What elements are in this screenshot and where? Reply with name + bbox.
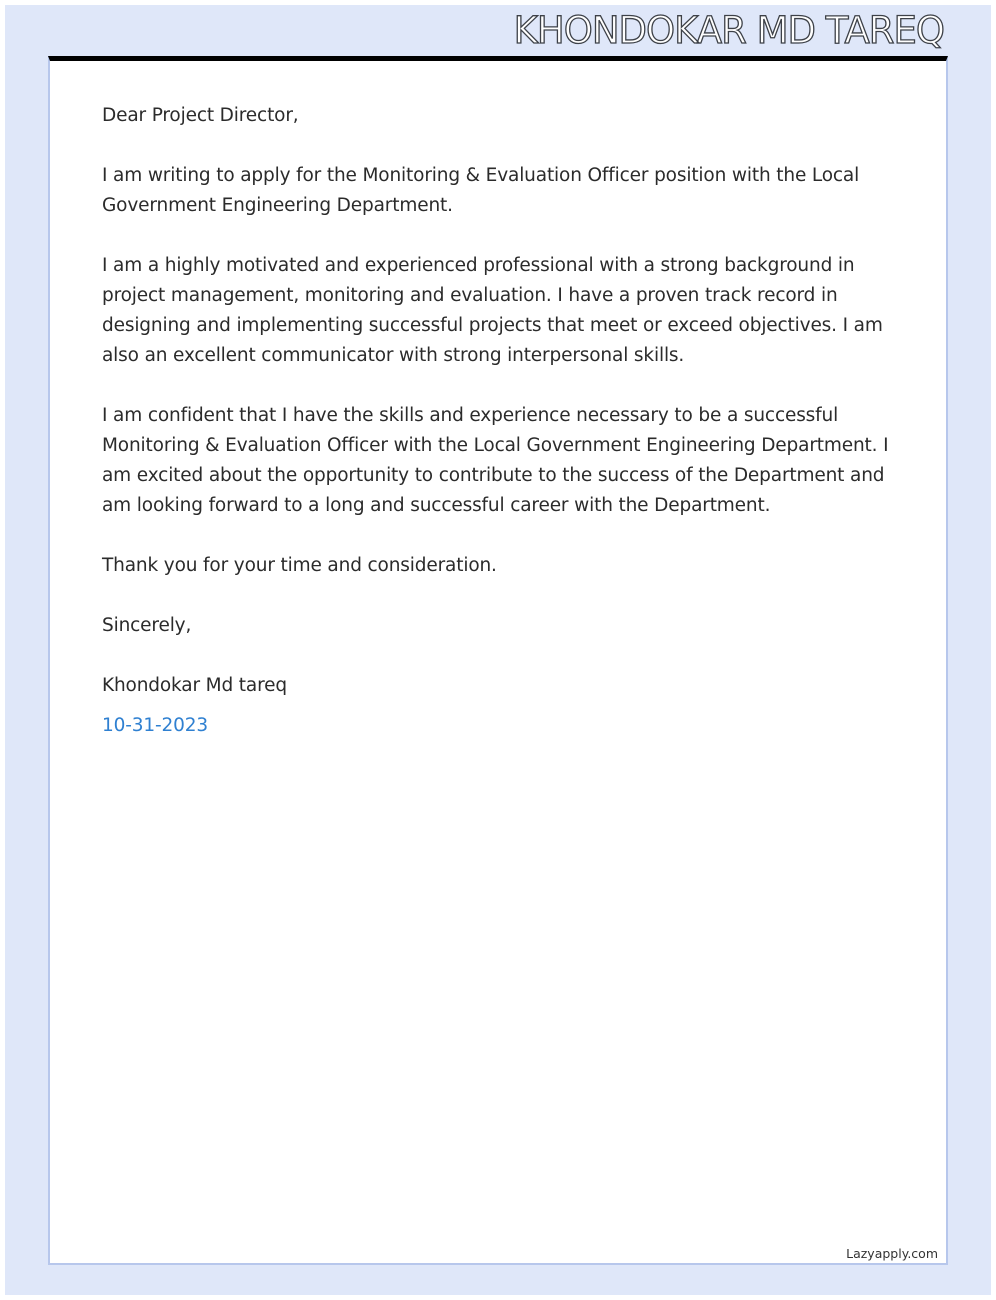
paragraph-background: I am a highly motivated and experienced professional with a strong background in project management, monitoring and evaluation. I have a proven track record in designing and implementing successful projects that meet or exceed objectives. I am also an excellent communicator with strong interpersonal skills. (102, 255, 883, 366)
letter-page (48, 56, 948, 1265)
closing: Sincerely, (102, 615, 192, 636)
paragraph-intro: I am writing to apply for the Monitoring & Evaluation Officer position with the Local Government Engineering Department. (102, 165, 860, 216)
header-name: KHONDOKAR MD TAREQ (513, 9, 944, 52)
greeting: Dear Project Director, (102, 105, 299, 126)
letter-body (102, 101, 902, 741)
letter-date: 10-31-2023 (102, 715, 209, 736)
paragraph-confidence: I am confident that I have the skills and experience necessary to be a successful Monitoring & Evaluation Officer with the Local Government Engineering Department. I am excited about the opportunity to contribute to the success of the Department and am looking forward to a long and successful career with the Department. (102, 405, 889, 516)
watermark: Lazyapply.com (846, 1246, 938, 1261)
signature-name: Khondokar Md tareq (102, 675, 287, 696)
paragraph-thanks: Thank you for your time and consideration. (102, 555, 497, 576)
